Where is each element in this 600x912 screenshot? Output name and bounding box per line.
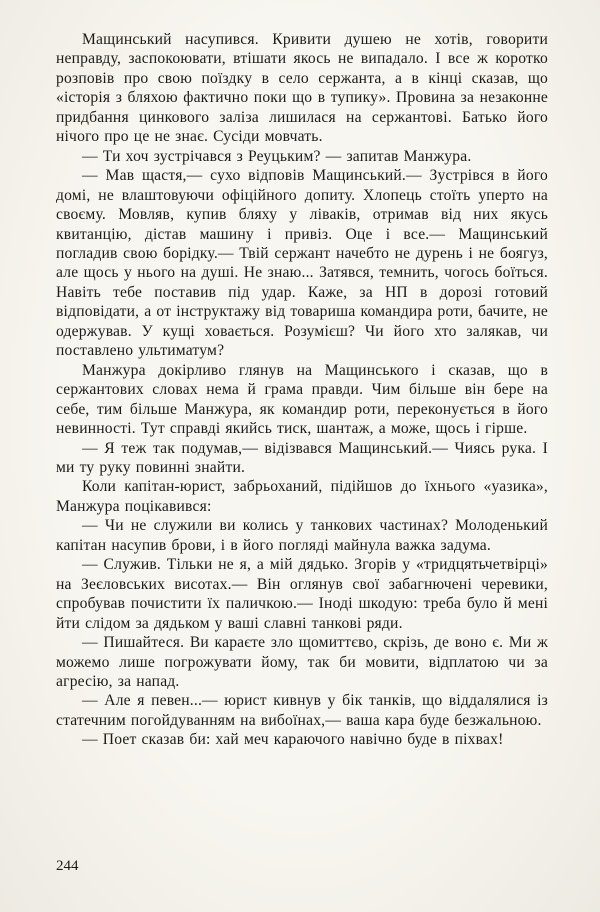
- paragraph-dialogue: — Служив. Тільки не я, а мій дядько. Згорів у «тридцятьчетвірці» на Зеєловських висотах.— Він оглянув свої забагнючені черевики, спробував почистити їх паличкою.— Іноді шкодую: треба було й мені йти слідом за дядьком у ваші славні танкові ряди.: [56, 556, 548, 632]
- paragraph-dialogue: — Я теж так подумав,— відізвався Мащинський.— Чиясь рука. І ми ту руку повинні знайти.: [56, 439, 548, 476]
- paragraph-dialogue: — Але я певен...— юрист кивнув у бік танків, що віддалялися із статечним погойдуванням на вибоїнах,— ваша кара буде безжальною.: [56, 692, 548, 729]
- page-number: 244: [56, 858, 79, 874]
- text-block: [56, 30, 548, 750]
- paragraph-dialogue: — Чи не служили ви колись у танкових частинах? Молоденький капітан насупив брови, і в його погляді майнула важка задума.: [56, 517, 548, 554]
- paragraph: Мащинський насупився. Кривити душею не хотів, говорити неправду, заспокоювати, втішати якось не випадало. І все ж коротко розповів про свою поїздку в село сержанта, а в кінці сказав, що «історія з бляхою фактично поки що в тупику». Провина за незаконне придбання цинкового заліза лишилася на сержантові. Батько його нічого про це не знає. Сусіди мовчать.: [56, 31, 548, 146]
- paragraph-dialogue: — Пишайтеся. Ви караєте зло щомиттєво, скрізь, де воно є. Ми ж можемо лише погрожувати йому, так би мовити, відплатою чи за агресію, за напад.: [56, 634, 548, 690]
- paragraph: Манжура докірливо глянув на Мащинського і сказав, що в сержантових словах нема й грама правди. Чим більше він бере на себе, тим більше Манжура, як командир роти, переконується в його невинності. Тут справді якийсь тиск, шантаж, а може, щось і гірше.: [56, 361, 548, 438]
- paragraph-dialogue: — Мав щастя,— сухо відповів Мащинський.— Зустрівся в його домі, не влаштовуючи офіційного допиту. Хлопець стоїть уперто на своєму. Мовляв, купив бляху у ліваків, отримав від них якусь квитанцію, дістав машину і привіз. Оце і все.— Мащинський погладив свою борідку.— Твій сержант начебто не дурень і не боягуз, але щось у нього на душі. Не знаю... Затявся, темнить, чогось боїться. Навіть тебе поставив під удар. Каже, за НП в дорозі готовий відповідати, а от інструктажу від товариша командира роти, бачите, не одержував. У кущі ховається. Розумієш? Чи його хто залякав, чи поставлено ультиматум?: [56, 167, 548, 360]
- paragraph: Коли капітан-юрист, забрьоханий, підійшов до їхнього «уазика», Манжура поцікавився:: [56, 478, 548, 515]
- paragraph-dialogue: — Поет сказав би: хай меч караючого навічно буде в піхвах!: [82, 731, 504, 749]
- paragraph-dialogue: — Ти хоч зустрічався з Реуцьким? — запитав Манжура.: [82, 147, 472, 165]
